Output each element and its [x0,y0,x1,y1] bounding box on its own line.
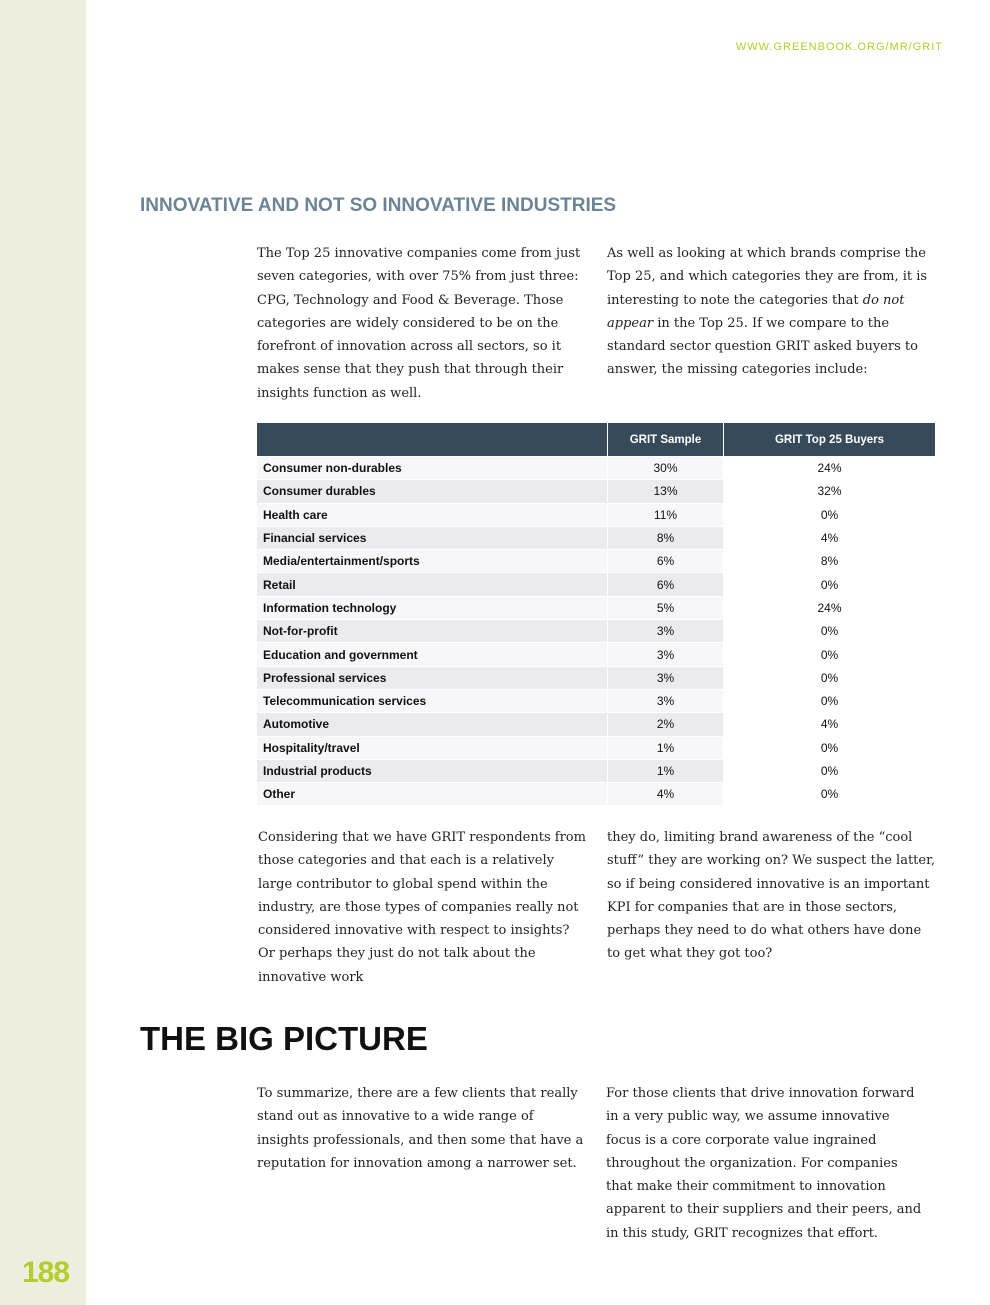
page-sidebar [0,0,86,1305]
row-grit-sample-cell: 6% [608,573,724,596]
row-grit-sample-cell: 4% [608,783,724,806]
summary-right-paragraph: For those clients that drive innovation forward in a very public way, we assume innovative focus is a core corporate value ingrained throughout the organization. For companies that make their commitment to innovation apparent to their suppliers and their peers, and in this study, GRIT recognizes that effort. [606,1086,922,1241]
industry-comparison-table [257,423,935,805]
table-row [257,759,935,782]
row-category-cell: Education and government [257,643,608,666]
row-category-cell: Not-for-profit [257,620,608,643]
row-top25-cell: 24% [724,596,936,619]
row-top25-cell: 0% [724,759,936,782]
table-row [257,736,935,759]
row-grit-sample-cell: 1% [608,736,724,759]
row-top25-cell: 4% [724,526,936,549]
row-top25-cell: 32% [724,480,936,503]
table-row [257,457,935,480]
row-top25-cell: 0% [724,643,936,666]
row-category-cell: Media/entertainment/sports [257,550,608,573]
row-category-cell: Consumer durables [257,480,608,503]
row-category-cell: Automotive [257,713,608,736]
row-top25-cell: 4% [724,713,936,736]
row-category-cell: Industrial products [257,759,608,782]
summary-left-paragraph: To summarize, there are a few clients that really stand out as innovative to a wide range of insights professionals, and then some that have a reputation for innovation among a narrower set. [257,1086,584,1171]
row-grit-sample-cell: 1% [608,759,724,782]
table-row [257,573,935,596]
row-category-cell: Retail [257,573,608,596]
header-url-link[interactable]: WWW.GREENBOOK.ORG/MR/GRIT [735,41,943,53]
row-grit-sample-cell: 6% [608,550,724,573]
row-category-cell: Telecommunication services [257,689,608,712]
row-top25-cell: 0% [724,783,936,806]
row-top25-cell: 8% [724,550,936,573]
row-top25-cell: 0% [724,666,936,689]
page-number: 188 [22,1256,70,1289]
row-category-cell: Hospitality/travel [257,736,608,759]
table-header-row [257,423,935,457]
row-category-cell: Professional services [257,666,608,689]
row-grit-sample-cell: 3% [608,620,724,643]
table-row [257,689,935,712]
table-row [257,596,935,619]
table-row [257,620,935,643]
row-grit-sample-cell: 2% [608,713,724,736]
row-category-cell: Financial services [257,526,608,549]
header-grit-top25: GRIT Top 25 Buyers [724,423,936,457]
table-row [257,713,935,736]
row-grit-sample-cell: 30% [608,457,724,480]
table-row [257,503,935,526]
row-category-cell: Other [257,783,608,806]
intro-left-paragraph: The Top 25 innovative companies come from just seven categories, with over 75% from just three: CPG, Technology and Food & Beverage. Those categories are widely considered to be on the forefront of innovation across all sectors, so it makes sense that they push that through their insights function as well. [257,246,581,401]
table-row [257,643,935,666]
table-row [257,783,935,806]
big-picture-heading: THE BIG PICTURE [140,1020,428,1057]
row-grit-sample-cell: 3% [608,643,724,666]
row-grit-sample-cell: 8% [608,526,724,549]
row-grit-sample-cell: 3% [608,689,724,712]
row-top25-cell: 0% [724,573,936,596]
row-top25-cell: 0% [724,689,936,712]
row-grit-sample-cell: 5% [608,596,724,619]
discussion-left-paragraph: Considering that we have GRIT respondents from those categories and that each is a relatively large contributor to global spend within the industry, are those types of companies really not considered innovative with respect to insights? Or perhaps they just do not talk about the innovative work [258,830,586,985]
table-row [257,666,935,689]
row-top25-cell: 0% [724,736,936,759]
row-category-cell: Information technology [257,596,608,619]
header-grit-sample: GRIT Sample [608,423,724,457]
header-category [257,423,608,457]
section-heading: INNOVATIVE AND NOT SO INNOVATIVE INDUSTRIES [140,195,617,216]
table-row [257,526,935,549]
intro-right-paragraph: As well as looking at which brands comprise the Top 25, and which categories they are from, it is interesting to note the categories that do not appear in the Top 25. If we compare to the standard sector question GRIT asked buyers to answer, the missing categories include: [607,246,928,378]
row-grit-sample-cell: 13% [608,480,724,503]
row-category-cell: Health care [257,503,608,526]
table-row [257,480,935,503]
table-row [257,550,935,573]
discussion-right-paragraph: they do, limiting brand awareness of the “cool stuff” they are working on? We suspect the latter, so if being considered innovative is an important KPI for companies that are in those sectors, perhaps they need to do what others have done to get what they got too? [607,830,936,962]
row-top25-cell: 0% [724,620,936,643]
row-category-cell: Consumer non-durables [257,457,608,480]
row-top25-cell: 24% [724,457,936,480]
row-top25-cell: 0% [724,503,936,526]
row-grit-sample-cell: 3% [608,666,724,689]
emphasis-text: do not appear [607,292,905,331]
row-grit-sample-cell: 11% [608,503,724,526]
